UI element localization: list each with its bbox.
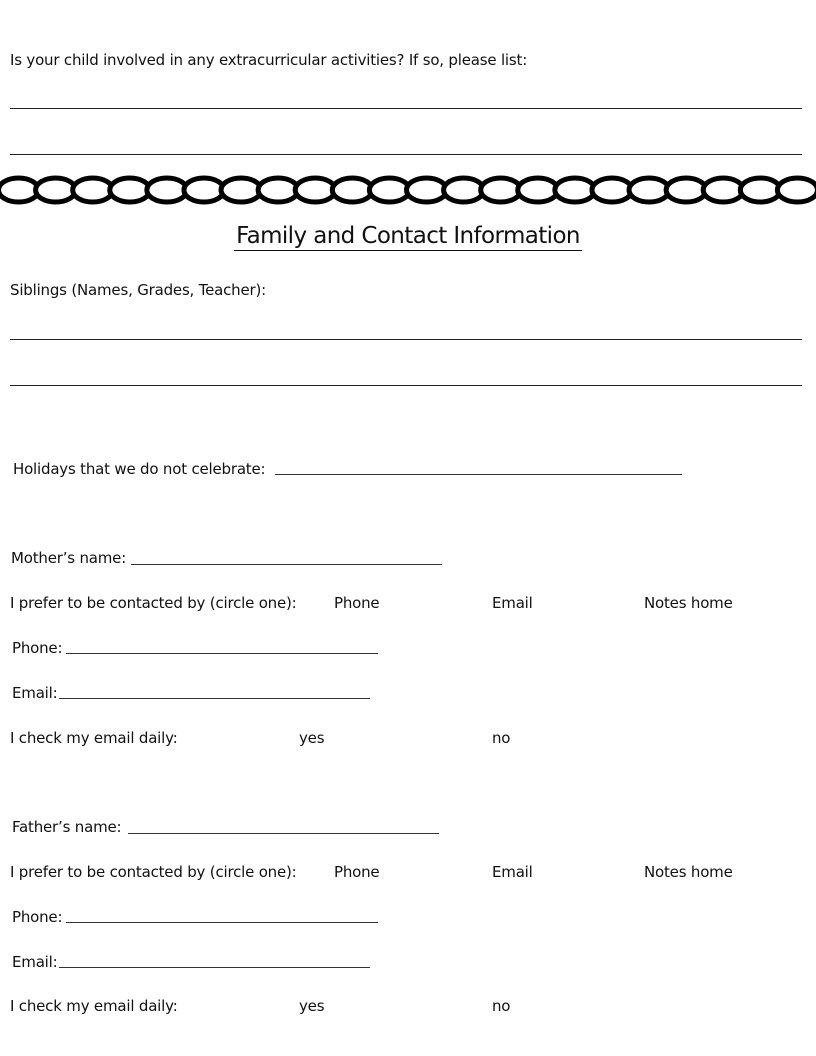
chain-link (332, 178, 372, 202)
activities-answer-line-1[interactable] (10, 108, 802, 109)
mother-email-field[interactable] (59, 698, 370, 699)
siblings-label: Siblings (Names, Grades, Teacher): (10, 281, 266, 299)
father-phone-field[interactable] (66, 922, 378, 923)
chain-link (444, 178, 484, 202)
father-option-notes-home[interactable]: Notes home (644, 863, 733, 881)
father-name-field[interactable] (128, 833, 439, 834)
holidays-answer-line[interactable] (275, 474, 682, 475)
chain-link (407, 178, 447, 202)
chain-link (36, 178, 76, 202)
mother-option-email[interactable]: Email (492, 594, 533, 612)
chain-link (740, 178, 780, 202)
chain-link (110, 178, 150, 202)
chain-link (73, 178, 113, 202)
siblings-answer-line-1[interactable] (10, 339, 802, 340)
chain-link (777, 178, 816, 202)
mother-name-field[interactable] (131, 564, 442, 565)
mother-name-label: Mother’s name: (11, 549, 127, 567)
chain-link (592, 178, 632, 202)
mother-email-daily-yes[interactable]: yes (299, 729, 325, 747)
father-email-daily-label: I check my email daily: (10, 997, 178, 1015)
chain-link (258, 178, 298, 202)
father-email-field[interactable] (59, 967, 370, 968)
mother-option-phone[interactable]: Phone (334, 594, 380, 612)
chain-link (0, 178, 39, 202)
siblings-answer-line-2[interactable] (10, 385, 802, 386)
holidays-label: Holidays that we do not celebrate: (13, 460, 266, 478)
chain-link (369, 178, 409, 202)
father-option-email[interactable]: Email (492, 863, 533, 881)
father-email-daily-yes[interactable]: yes (299, 997, 325, 1015)
chain-link (629, 178, 669, 202)
chain-link (147, 178, 187, 202)
chain-link (703, 178, 743, 202)
mother-option-notes-home[interactable]: Notes home (644, 594, 733, 612)
chain-link (295, 178, 335, 202)
mother-phone-label: Phone: (12, 639, 63, 657)
chain-border-divider (0, 172, 816, 208)
activities-answer-line-2[interactable] (10, 154, 802, 155)
father-name-label: Father’s name: (12, 818, 122, 836)
father-option-phone[interactable]: Phone (334, 863, 380, 881)
father-contact-preference-label: I prefer to be contacted by (circle one): (10, 863, 297, 881)
mother-email-daily-no[interactable]: no (492, 729, 511, 747)
chain-link (184, 178, 224, 202)
mother-email-label: Email: (12, 684, 58, 702)
father-phone-label: Phone: (12, 908, 63, 926)
chain-link (555, 178, 595, 202)
mother-phone-field[interactable] (66, 653, 378, 654)
mother-email-daily-label: I check my email daily: (10, 729, 178, 747)
activities-question: Is your child involved in any extracurricular activities? If so, please list: (10, 51, 528, 69)
chain-link (481, 178, 521, 202)
section-title-text: Family and Contact Information (236, 223, 580, 249)
chain-link (221, 178, 261, 202)
chain-link (666, 178, 706, 202)
father-email-daily-no[interactable]: no (492, 997, 511, 1015)
chain-link (518, 178, 558, 202)
section-title (0, 222, 816, 250)
mother-contact-preference-label: I prefer to be contacted by (circle one): (10, 594, 297, 612)
father-email-label: Email: (12, 953, 58, 971)
